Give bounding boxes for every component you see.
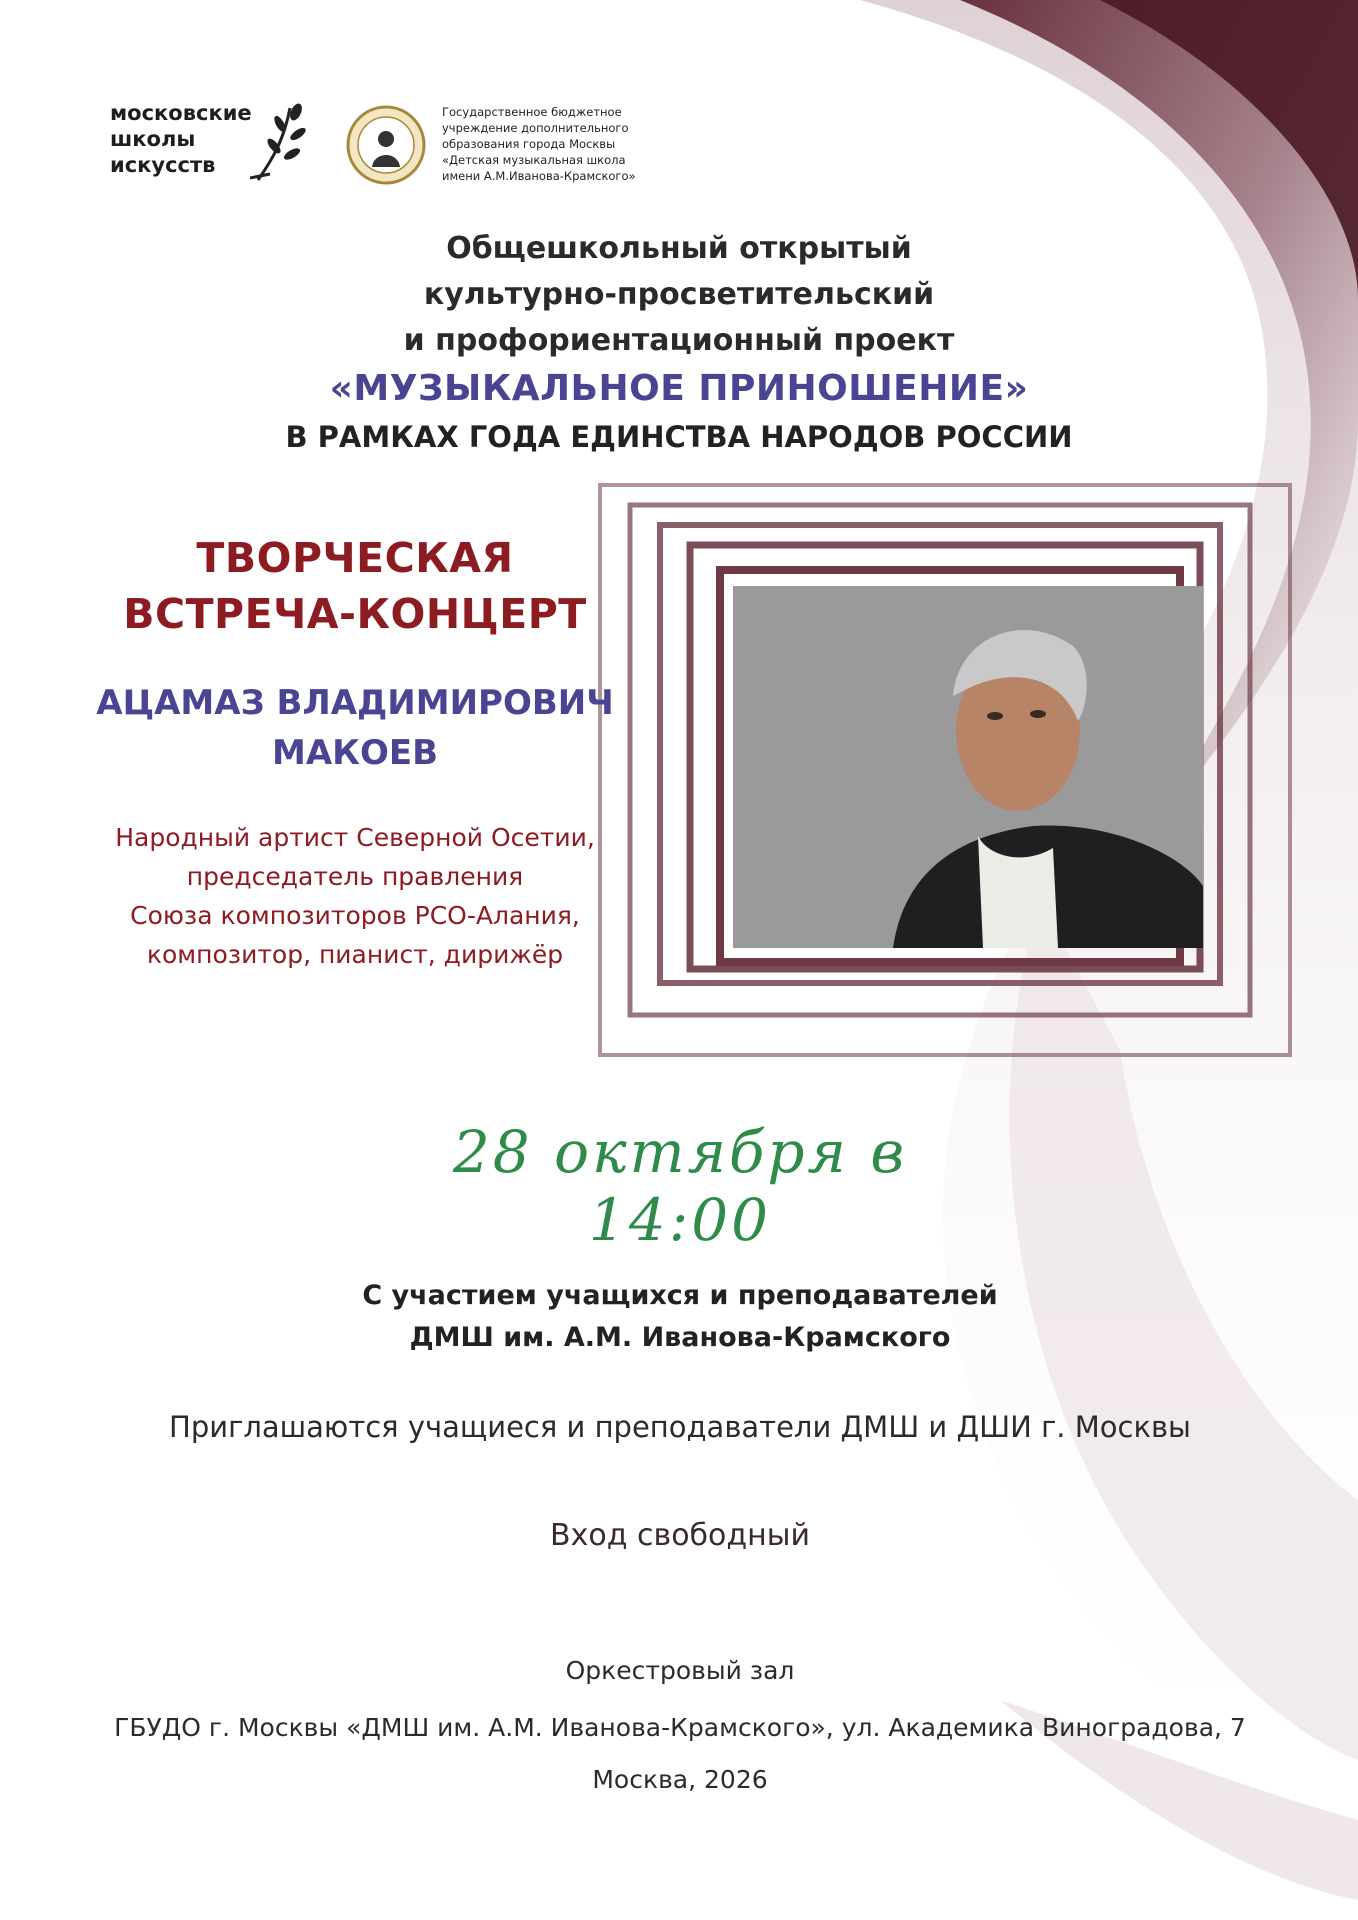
framework-line: В РАМКАХ ГОДА ЕДИНСТВА НАРОДОВ РОССИИ [285,420,1073,454]
artist-name-line2: МАКОЕВ [272,733,438,773]
artist-description-line: Союза композиторов РСО-Алания, [130,901,580,930]
artist-name [90,678,620,778]
school-seal-icon [346,105,426,185]
address: ГБУДО г. Москвы «ДМШ им. А.М. Иванова-Крамского», ул. Академика Виноградова, 7 [114,1713,1246,1742]
title-line3: и профориентационный проект [403,323,955,358]
title-line2: культурно-просветительский [423,277,935,312]
logo-text-line2: школы [110,127,196,151]
moscow-art-schools-logo [110,100,310,190]
event-title-line1: ТВОРЧЕСКАЯ [196,534,514,582]
project-name: «МУЗЫКАЛЬНОЕ ПРИНОШЕНИЕ» [329,368,1029,409]
event-title [100,530,610,642]
participation-line2: ДМШ им. А.М. Иванова-Крамского [409,1322,951,1353]
event-title-line2: ВСТРЕЧА-КОНЦЕРТ [123,590,587,638]
school-info [442,104,682,184]
participation [230,1275,1130,1359]
artist-photo [733,586,1203,948]
logo-text-line1: московские [110,101,252,125]
artist-description-line: Народный артист Северной Осетии, [115,823,595,852]
school-info-line: имени А.М.Иванова-Крамского» [442,169,636,183]
artist-name-line1: АЦАМАЗ ВЛАДИМИРОВИЧ [96,683,614,723]
title-line1: Общешкольный открытый [446,231,912,266]
hall-name: Оркестровый зал [565,1656,795,1685]
city-year: Москва, 2026 [592,1765,768,1794]
artist-description-line: председатель правления [186,862,524,891]
participation-line1: С участием учащихся и преподавателей [362,1280,998,1311]
event-date: 28 октября в 14:00 [452,1118,908,1254]
free-entry: Вход свободный [550,1518,810,1553]
school-info-line: учреждение дополнительного [442,121,629,135]
artist-description [90,818,620,974]
invitation: Приглашаются учащиеся и преподаватели ДМШ и ДШИ г. Москвы [169,1410,1191,1444]
school-info-line: Государственное бюджетное [442,105,622,119]
logo-text-line3: искусств [110,153,216,177]
school-info-line: образования города Москвы [442,137,616,151]
laurel-branch-icon [250,102,320,186]
school-info-line: «Детская музыкальная школа [442,153,626,167]
title-block [229,226,1129,460]
artist-description-line: композитор, пианист, дирижёр [146,940,564,969]
